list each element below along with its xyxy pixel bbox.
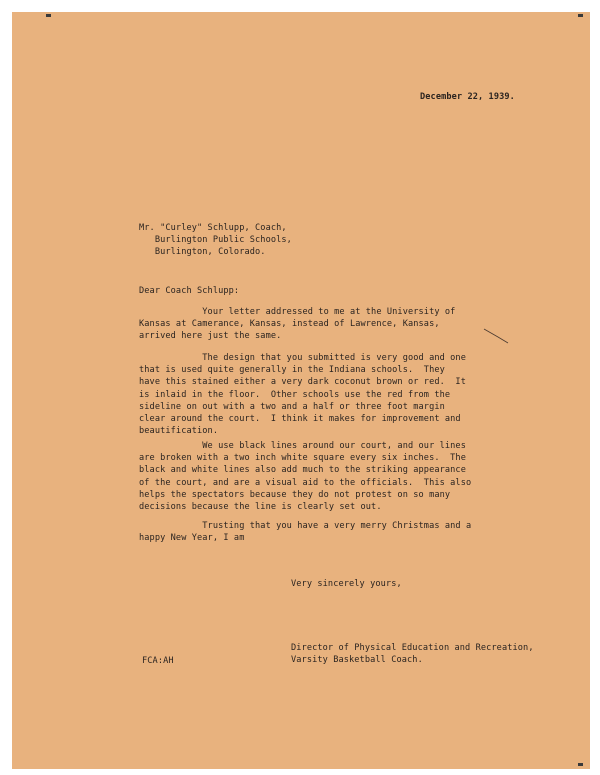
- body-paragraph: Trusting that you have a very merry Christmas and a happy New Year, I am: [139, 521, 472, 544]
- body-paragraph: Your letter addressed to me at the University of Kansas at Camerance, Kansas, instead of Lawrence, Kansas, arrived here just the same.: [139, 307, 456, 342]
- body-paragraph: We use black lines around our court, and our lines are broken with a two inch white square every six inches. The black and white lines also add much to the striking appearance of the court, and are a visual aid to the officials. This also helps the spectators because they do not protest on so many decisions because the line is clearly set out.: [139, 441, 472, 513]
- body-paragraph: The design that you submitted is very good and one that is used quite generally in the Indiana schools. They have this stained either a very dark coconut brown or red. It is inlaid in the floor. Other schools use the red from the sideline on out with a two and a half or three foot margin clear around the court. I think it makes for improvement and beautification.: [139, 353, 466, 437]
- pencil-scratch-mark: [482, 325, 512, 345]
- recipient-address: Mr. "Curley" Schlupp, Coach, Burlington Public Schools, Burlington, Colorado.: [139, 223, 292, 258]
- corner-mark: [578, 14, 583, 17]
- signature-block: Director of Physical Education and Recreation, Varsity Basketball Coach.: [291, 643, 534, 666]
- letter-date: December 22, 1939.: [420, 92, 515, 102]
- corner-mark: [578, 763, 583, 766]
- letter-page: [12, 12, 590, 769]
- typist-initials: FCA:AH: [142, 656, 174, 666]
- salutation: Dear Coach Schlupp:: [139, 286, 240, 296]
- corner-mark: [46, 14, 51, 17]
- closing: Very sincerely yours,: [291, 579, 402, 589]
